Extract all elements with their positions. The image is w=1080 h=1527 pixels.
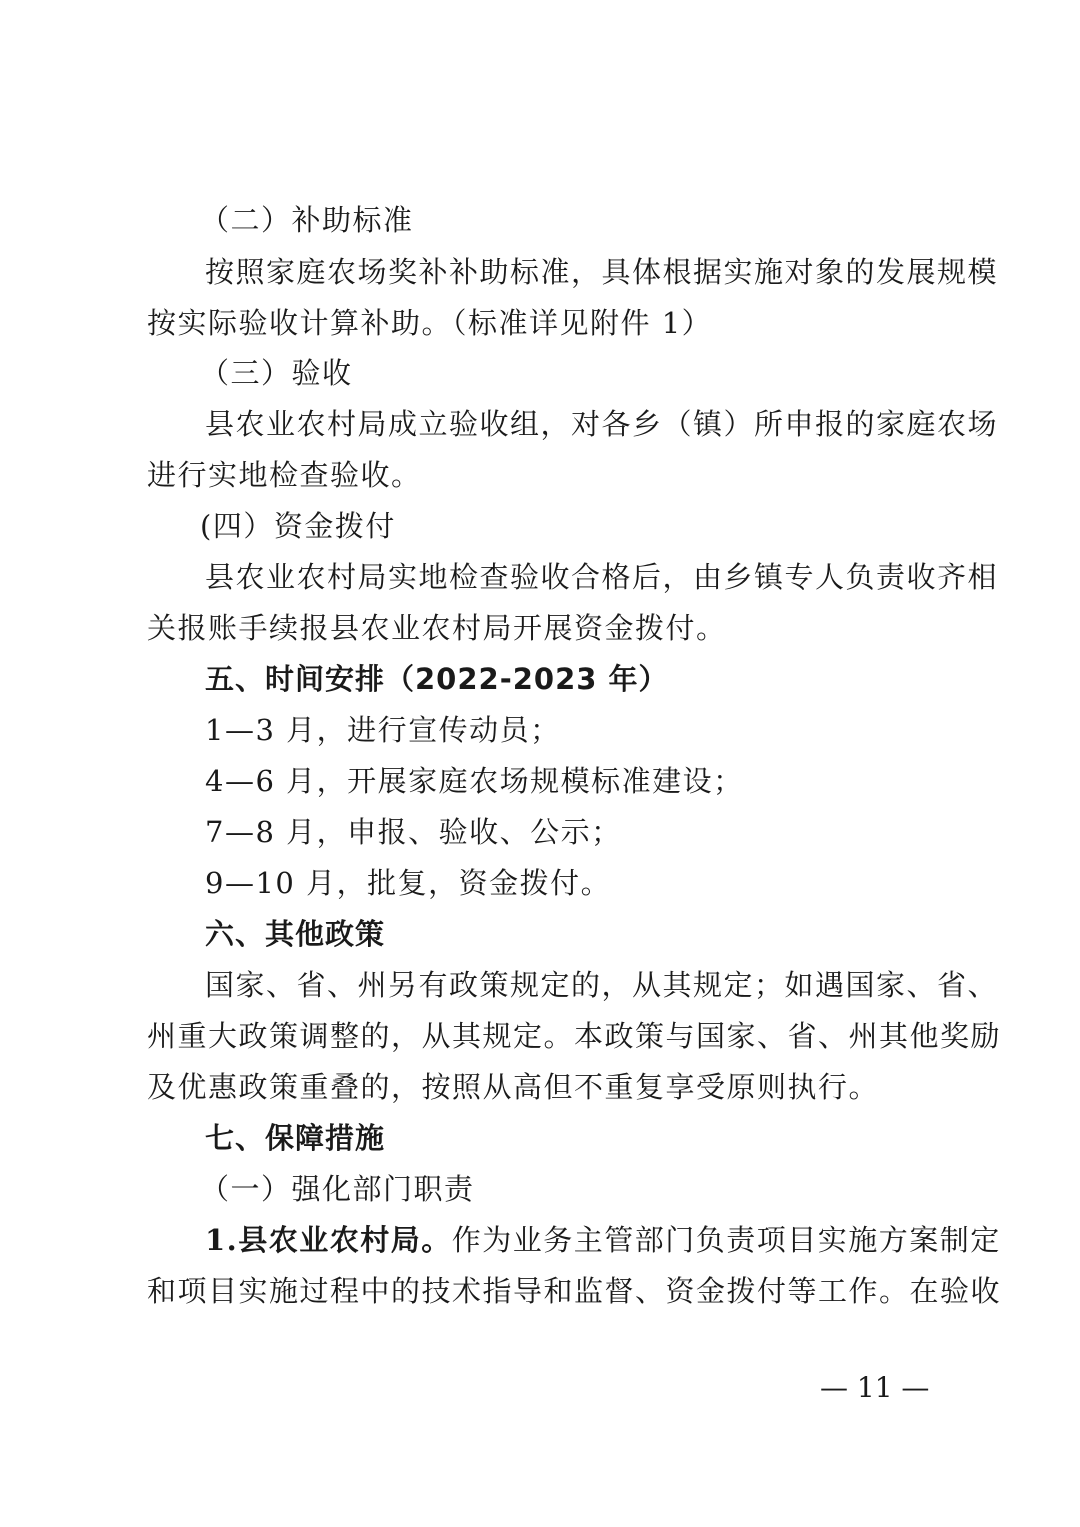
subheading-fund-allocation: (四）资金拨付: [200, 509, 396, 543]
paragraph-line: 县农业农村局成立验收组，对各乡（镇）所申报的家庭农场: [205, 407, 999, 441]
paragraph-line: 县农业农村局实地检查验收合格后，由乡镇专人负责收齐相: [205, 560, 999, 594]
paragraph-line: 关报账手续报县农业农村局开展资金拨付。: [147, 611, 727, 645]
schedule-item: 9—10 月，批复，资金拨付。: [205, 866, 612, 900]
paragraph-line: 及优惠政策重叠的，按照从高但不重复享受原则执行。: [147, 1070, 880, 1104]
paragraph-line: 进行实地检查验收。: [147, 458, 422, 492]
subheading-department-duties: （一）强化部门职责: [200, 1172, 475, 1206]
schedule-item: 1—3 月，进行宣传动员；: [205, 713, 561, 747]
line-text: 作为业务主管部门负责项目实施方案制定: [451, 1223, 1001, 1257]
section-heading-safeguards: 七、保障措施: [205, 1121, 386, 1155]
page-number: — 11 —: [820, 1371, 930, 1404]
section-heading-other-policies: 六、其他政策: [205, 917, 386, 951]
subheading-acceptance: （三）验收: [200, 356, 353, 390]
paragraph-line: 州重大政策调整的，从其规定。本政策与国家、省、州其他奖励: [147, 1019, 1002, 1053]
schedule-item: 7—8 月，申报、验收、公示；: [205, 815, 622, 849]
section-heading-schedule: 五、时间安排（2022-2023 年）: [205, 662, 669, 696]
subheading-subsidy-standard: （二）补助标准: [200, 203, 414, 237]
bold-lead-text: 1.县农业农村局。: [205, 1223, 452, 1257]
paragraph-line: [205, 1220, 1001, 1260]
paragraph-line: 按照家庭农场奖补补助标准，具体根据实施对象的发展规模: [205, 255, 999, 289]
paragraph-line: 和项目实施过程中的技术指导和监督、资金拨付等工作。在验收: [147, 1274, 1002, 1308]
paragraph-line: 国家、省、州另有政策规定的，从其规定；如遇国家、省、: [205, 968, 999, 1002]
paragraph-line: 按实际验收计算补助。（标准详见附件 1）: [147, 306, 713, 340]
schedule-item: 4—6 月，开展家庭农场规模标准建设；: [205, 764, 744, 798]
